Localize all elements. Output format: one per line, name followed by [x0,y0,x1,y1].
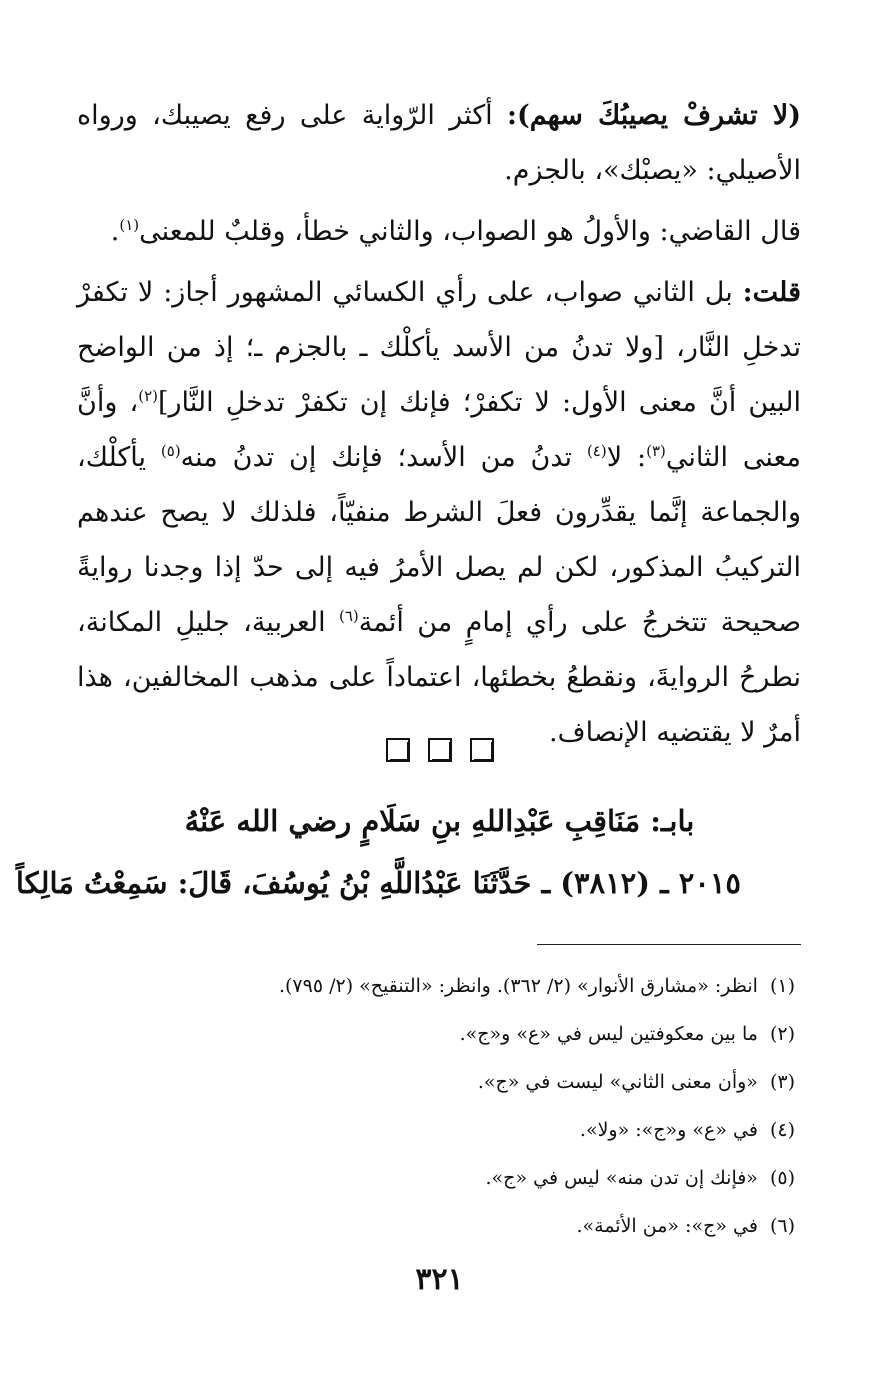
footnote-number: (٥) [769,1167,795,1189]
square-box-icon [428,738,452,762]
footnotes [95,962,795,1250]
footnote-text: ما بين معكوفتين ليس في «ع» و«ج». [459,1023,758,1045]
page-number: ٣٢١ [415,1262,464,1297]
footnote-reference: (٣) [646,442,666,460]
paragraph-3 [77,265,801,760]
paragraph-text-tail: يأكلْك، والجماعة إنَّما يقدِّرون فعلَ الشرط منفيّاً، فلذلك لا يصح عندهم التركيبُ المذكور، لكن لم يصل الأمرُ فيه إلى حدّ إذا وجدنا روايةً صحيحة تتخرجُ على رأي إمامٍ من أئمة [77,442,801,638]
footnote-divider [537,944,801,945]
footnote [95,1058,795,1106]
footnote-number: (٢) [769,1023,795,1045]
square-box-icon [470,738,494,762]
footnote [95,1154,795,1202]
footnote [95,1010,795,1058]
footnote [95,1106,795,1154]
paragraph-lead: قلت: [742,277,801,308]
footnote-reference: (٢) [138,387,158,405]
footnote-text: «وأن معنى الثاني» ليست في «ج». [477,1071,758,1093]
paragraph-text-tail: . [110,216,120,247]
footnote [95,962,795,1010]
hadith-number: ٢٠١٥ [678,866,741,900]
hadith-heading [15,858,741,908]
main-text [77,88,801,766]
footnote-text: «فإنك إن تدن منه» ليس في «ج». [485,1167,758,1189]
hadith-cross-reference: (٣٨١٢) [560,866,650,900]
paragraph-text-tail: : لا [606,442,647,473]
footnote-text: انظر: «مشارق الأنوار» (٢/ ٣٦٢). وانظر: «التنقيح» (٢/ ٧٩٥). [278,975,758,997]
paragraph-2 [77,204,801,259]
paragraph-1 [77,88,801,198]
footnote-number: (٣) [769,1071,795,1093]
footnote [95,1202,795,1250]
paragraph-text-tail: تدنُ من الأسد؛ فإنك إن تدنُ منه [180,442,587,473]
footnote-text: في «ع» و«ج»: «ولا». [579,1119,758,1141]
paragraph-text: أكثر الرّواية على رفع يصيبك، ورواه الأصيلي: «يصبْك»، بالجزم. [77,100,801,186]
footnote-reference: (٥) [160,442,181,460]
paragraph-text-tail: العربية، جليلِ المكانة، نطرحُ الروايةَ، ونقطعُ بخطئها، اعتماداً على مذهب المخالفين، هذا أمرٌ لا يقتضيه الإنصاف. [77,607,801,748]
chapter-label: بابـ: [650,804,695,838]
footnote-number: (٤) [769,1119,795,1141]
paragraph-text: بل الثاني صواب، على رأي الكسائي المشهور أجاز: لا تكفرْ تدخلِ النَّار، [ولا تدنُ من الأسد يأكلْك ـ بالجزم ـ؛ إذ من الواضح البين أنَّ معنى الأول: لا تكفرْ؛ فإنك إن تكفرْ تدخلِ النَّار] [77,277,801,418]
footnote-reference: (٤) [586,442,607,460]
paragraph-text: قال القاضي: والأولُ هو الصواب، والثاني خطأ، وقلبٌ للمعنى [139,216,801,247]
square-box-icon [386,738,410,762]
footnote-reference: (٦) [338,607,359,625]
paragraph-text-tail: ، وأنَّ معنى الثاني [77,387,802,473]
chapter-title-text: مَنَاقِبِ عَبْدِاللهِ بنِ سَلَامٍ رضي الله عَنْهُ [184,804,651,838]
hadith-text: حَدَّثَنَا عَبْدُاللَّهِ بْنُ يُوسُفَ، قَالَ: سَمِعْتُ مَالِكاً [15,866,532,900]
footnote-number: (١) [769,975,795,997]
footnote-number: (٦) [769,1215,795,1237]
chapter-heading [0,796,879,846]
footnote-reference: (١) [119,216,140,234]
hadith-separator: ـ [541,866,551,900]
hadith-separator: ـ [660,866,669,900]
section-divider [0,738,879,762]
footnote-text: في «ج»: «من الأئمة». [576,1215,758,1237]
paragraph-lead: (لا تشرفْ يصيبُكَ سهم): [507,100,801,131]
